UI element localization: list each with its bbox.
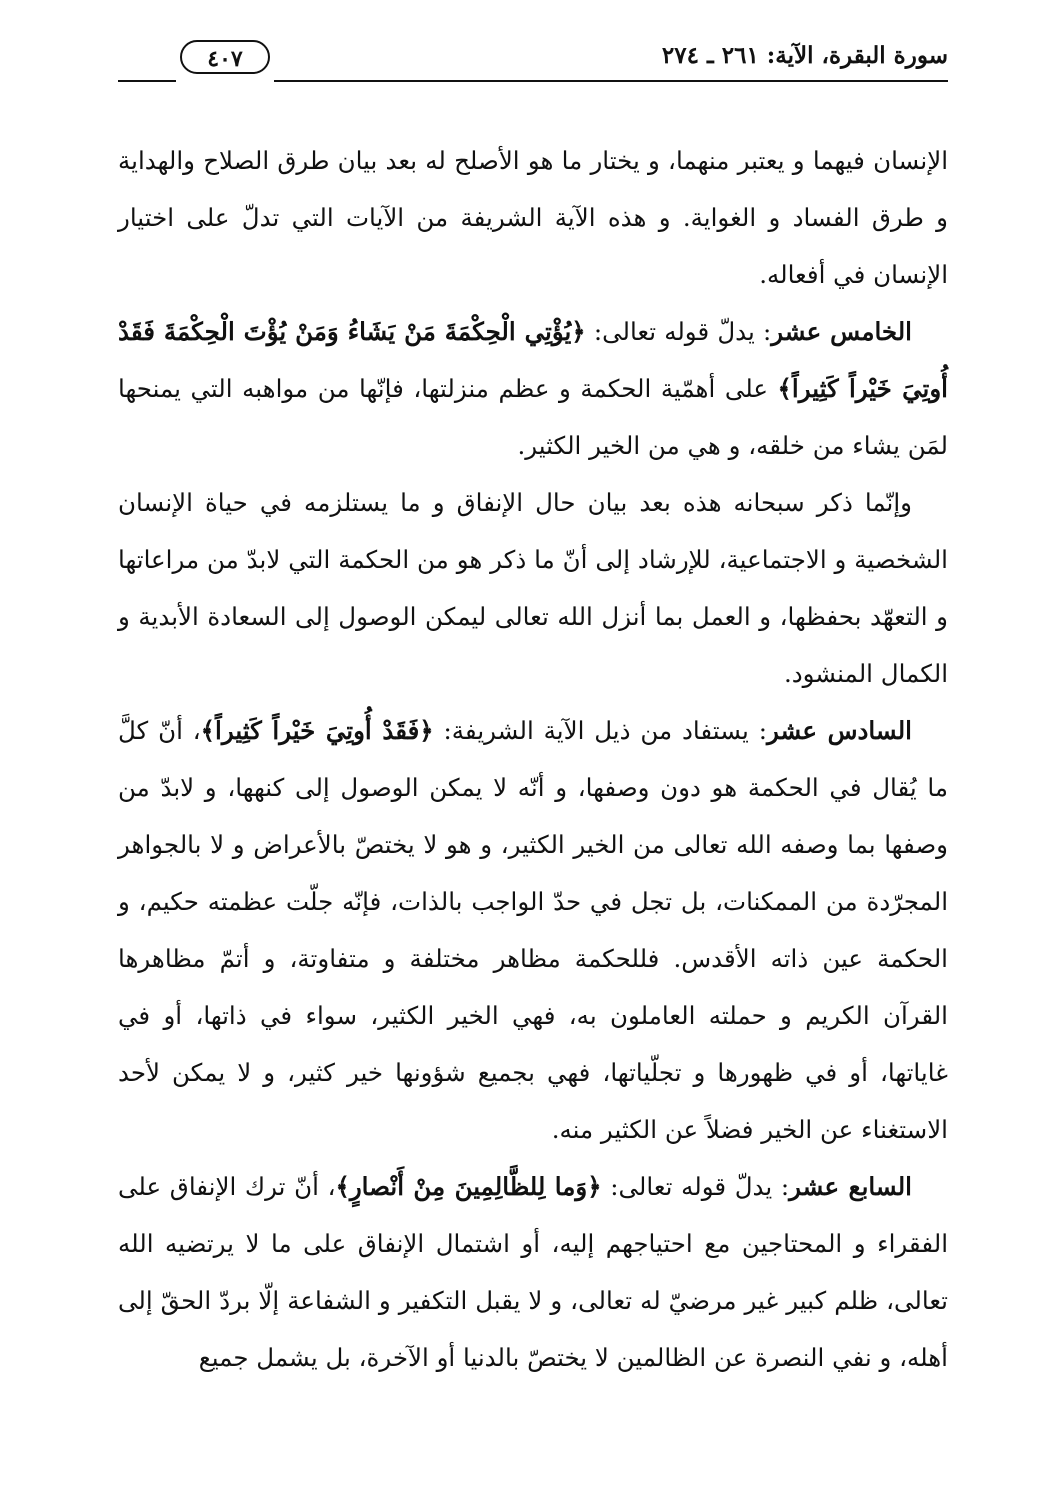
page-body (118, 132, 948, 1386)
surah-title: سورة البقرة، الآية: ٢٦١ ـ ٢٧٤ (661, 42, 948, 69)
paragraph-text: ، أنّ ترك الإنفاق على الفقراء و المحتاجين مع احتياجهم إليه، أو اشتمال الإنفاق على ما لا يرتضيه الله تعالى، ظلم كبير غير مرضيّ له تعالى، و لا يقبل التكفير و الشفاعة إلّا بردّ الحقّ إلى أهله، و نفي النصرة عن الظالمين لا يختصّ بالدنيا أو الآخرة، بل يشمل جميع (118, 1172, 948, 1372)
page-header (118, 38, 948, 82)
quran-verse: ﴿فَقَدْ أُوتِيَ خَيْراً كَثِيراً﴾ (200, 716, 434, 745)
point-heading: السادس عشر (766, 716, 912, 745)
point-heading: الخامس عشر (771, 317, 912, 346)
paragraph-text: على أهمّية الحكمة و عظم منزلتها، فإنّها من مواهبه التي يمنحها لمَن يشاء من خلقه، و هي من الخير الكثير. (118, 374, 948, 460)
point-heading: السابع عشر (789, 1172, 912, 1201)
paragraph-3 (118, 474, 948, 702)
paragraph-intro: : يدلّ قوله تعالى: (585, 317, 772, 346)
paragraph-text: الإنسان فيهما و يعتبر منهما، و يختار ما هو الأصلح له بعد بيان طرق الصلاح والهداية و طرق الفساد و الغواية. و هذه الآية الشريفة من الآيات التي تدلّ على اختيار الإنسان في أفعاله. (118, 146, 948, 289)
paragraph-intro: : يدلّ قوله تعالى: (601, 1172, 790, 1201)
paragraph-intro: : يستفاد من ذيل الآية الشريفة: (433, 716, 767, 745)
quran-verse: ﴿وَما لِلظَّالِمِينَ مِنْ أَنْصارٍ﴾ (335, 1172, 602, 1201)
page-number: ٤٠٧ (180, 40, 270, 74)
quran-verse: ﴿يُؤْتِي الْحِكْمَةَ مَنْ يَشَاءُ وَمَنْ يُؤْتَ الْحِكْمَةَ فَقَدْ أُوتِيَ خَيْراً كَثِيراً﴾ (118, 317, 948, 403)
paragraph-2 (118, 303, 948, 474)
paragraph-text: وإنّما ذكر سبحانه هذه بعد بيان حال الإنفاق و ما يستلزمه في حياة الإنسان الشخصية و الاجتماعية، للإرشاد إلى أنّ ما ذكر هو من الحكمة التي لابدّ من مراعاتها و التعهّد بحفظها، و العمل بما أنزل الله تعالى ليمكن الوصول إلى السعادة الأبدية و الكمال المنشود. (118, 488, 948, 688)
paragraph-5 (118, 1158, 948, 1386)
paragraph-1 (118, 132, 948, 303)
paragraph-4 (118, 702, 948, 1158)
paragraph-text: ، أنّ كلَّ ما يُقال في الحكمة هو دون وصفها، و أنّه لا يمكن الوصول إلى كنهها، و لابدّ من وصفها بما وصفه الله تعالى من الخير الكثير، و هو لا يختصّ بالأعراض و لا بالجواهر المجرّدة من الممكنات، بل تجل في حدّ الواجب بالذات، فإنّه جلّت عظمته حكيم، و الحكمة عين ذاته الأقدس. فللحكمة مظاهر مختلفة و متفاوتة، و أتمّ مظاهرها القرآن الكريم و حملته العاملون به، فهي الخير الكثير، سواء في ذاتها، أو في غاياتها، أو في ظهورها و تجلّياتها، فهي بجميع شؤونها خير كثير، و لا يمكن لأحد الاستغناء عن الخير فضلاً عن الكثير منه. (118, 716, 948, 1144)
